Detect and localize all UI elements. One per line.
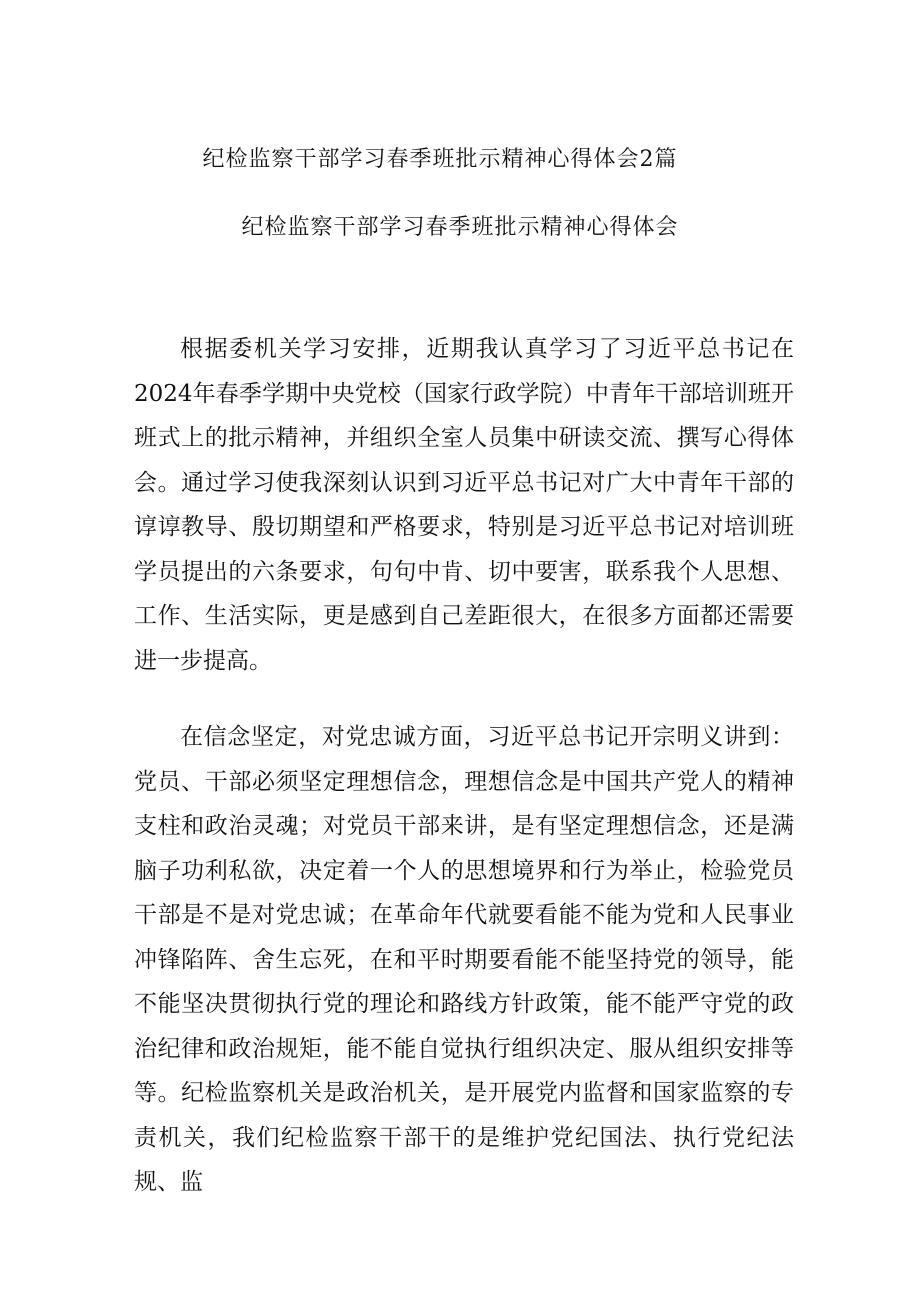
document-title: 纪检监察干部学习春季班批示精神心得体会2篇 [202,147,678,172]
document-subtitle: 纪检监察干部学习春季班批示精神心得体会 [241,215,679,240]
body-paragraph-2: 在信念坚定，对党忠诚方面，习近平总书记开宗明义讲到：党员、干部必须坚定理想信念，理想信念是中国共产党人的精神支柱和政治灵魂；对党员干部来讲，是有坚定理想信念，还是满脑子功利私欲，决定着一个人的思想境界和行为举止，检验党员干部是不是对党忠诚；在革命年代就要看能不能为党和人民事业冲锋陷阵、舍生忘死，在和平时期要看能不能坚持党的领导，能不能坚决贯彻执行党的理论和路线方针政策，能不能严守党的政治纪律和政治规矩，能不能自觉执行组织决定、服从组织安排等等。纪检监察机关是政治机关，是开展党内监督和国家监察的专责机关，我们纪检监察干部干的是维护党纪国法、执行党纪法规、监 [134,724,794,1195]
body-paragraph-1: 根据委机关学习安排，近期我认真学习了习近平总书记在2024年春季学期中央党校（国家行政学院）中青年干部培训班开班式上的批示精神，并组织全室人员集中研读交流、撰写心得体会。通过学习使我深刻认识到习近平总书记对广大中青年干部的谆谆教导、殷切期望和严格要求，特别是习近平总书记对培训班学员提出的六条要求，句句中肯、切中要害，联系我个人思想、工作、生活实际，更是感到自己差距很大，在很多方面都还需要进一步提高。 [134,336,794,674]
